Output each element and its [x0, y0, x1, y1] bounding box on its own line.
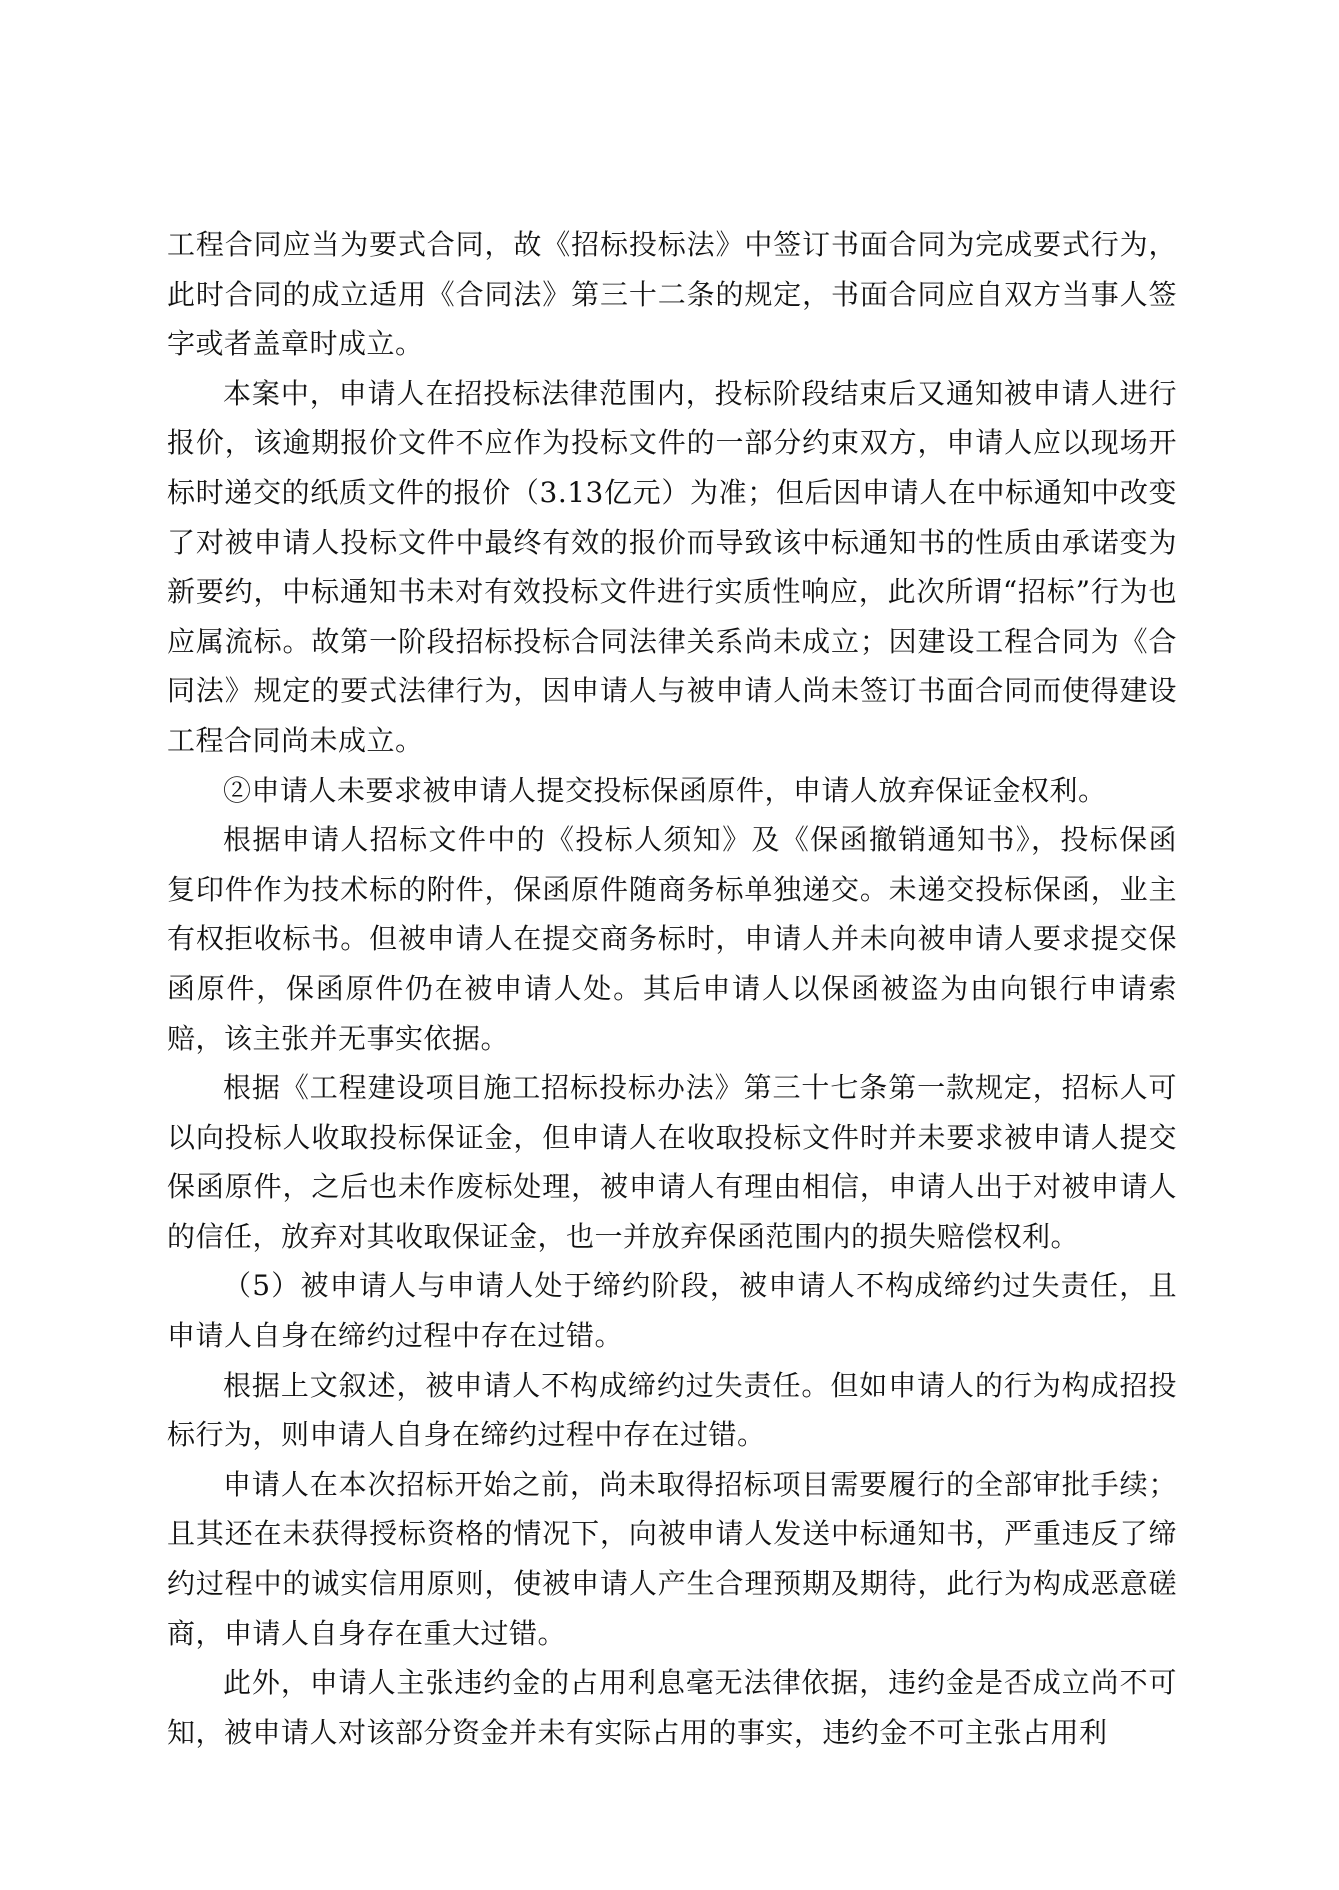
paragraph-8: 申请人在本次招标开始之前，尚未取得招标项目需要履行的全部审批手续；且其还在未获得授标资格的情况下，向被申请人发送中标通知书，严重违反了缔约过程中的诚实信用原则，使被申请人产生合理预期及期待，此行为构成恶意磋商，申请人自身存在重大过错。	[167, 1467, 1177, 1650]
paragraph-9: 此外，申请人主张违约金的占用利息毫无法律依据，违约金是否成立尚不可知，被申请人对该部分资金并未有实际占用的事实，违约金不可主张占用利	[167, 1666, 1177, 1749]
paragraph-4: 根据申请人招标文件中的《投标人须知》及《保函撤销通知书》，投标保函复印件作为技术标的附件，保函原件随商务标单独递交。未递交投标保函，业主有权拒收标书。但被申请人在提交商务标时，申请人并未向被申请人要求提交保函原件，保函原件仍在被申请人处。其后申请人以保函被盗为由向银行申请索赔，该主张并无事实依据。	[167, 823, 1177, 1055]
document-body	[167, 220, 1177, 1757]
paragraph-3: ②申请人未要求被申请人提交投标保函原件，申请人放弃保证金权利。	[223, 773, 1107, 807]
paragraph-5: 根据《工程建设项目施工招标投标办法》第三十七条第一款规定，招标人可以向投标人收取投标保证金，但申请人在收取投标文件时并未要求被申请人提交保函原件，之后也未作废标处理，被申请人有理由相信，申请人出于对被申请人的信任，放弃对其收取保证金，也一并放弃保函范围内的损失赔偿权利。	[167, 1071, 1177, 1253]
paragraph-6: （5）被申请人与申请人处于缔约阶段，被申请人不构成缔约过失责任，且申请人自身在缔约过程中存在过错。	[167, 1269, 1177, 1353]
paragraph-7: 根据上文叙述，被申请人不构成缔约过失责任。但如申请人的行为构成招投标行为，则申请人自身在缔约过程中存在过错。	[167, 1368, 1177, 1452]
paragraph-2: 本案中，申请人在招投标法律范围内，投标阶段结束后又通知被申请人进行报价，该逾期报价文件不应作为投标文件的一部分约束双方，申请人应以现场开标时递交的纸质文件的报价（3.13亿元）为准；但后因申请人在中标通知中改变了对被申请人投标文件中最终有效的报价而导致该中标通知书的性质由承诺变为新要约，中标通知书未对有效投标文件进行实质性响应，此次所谓“招标”行为也应属流标。故第一阶段招标投标合同法律关系尚未成立；因建设工程合同为《合同法》规定的要式法律行为，因申请人与被申请人尚未签订书面合同而使得建设工程合同尚未成立。	[167, 376, 1177, 757]
paragraph-1: 工程合同应当为要式合同，故《招标投标法》中签订书面合同为完成要式行为，此时合同的成立适用《合同法》第三十二条的规定，书面合同应自双方当事人签字或者盖章时成立。	[167, 228, 1177, 361]
